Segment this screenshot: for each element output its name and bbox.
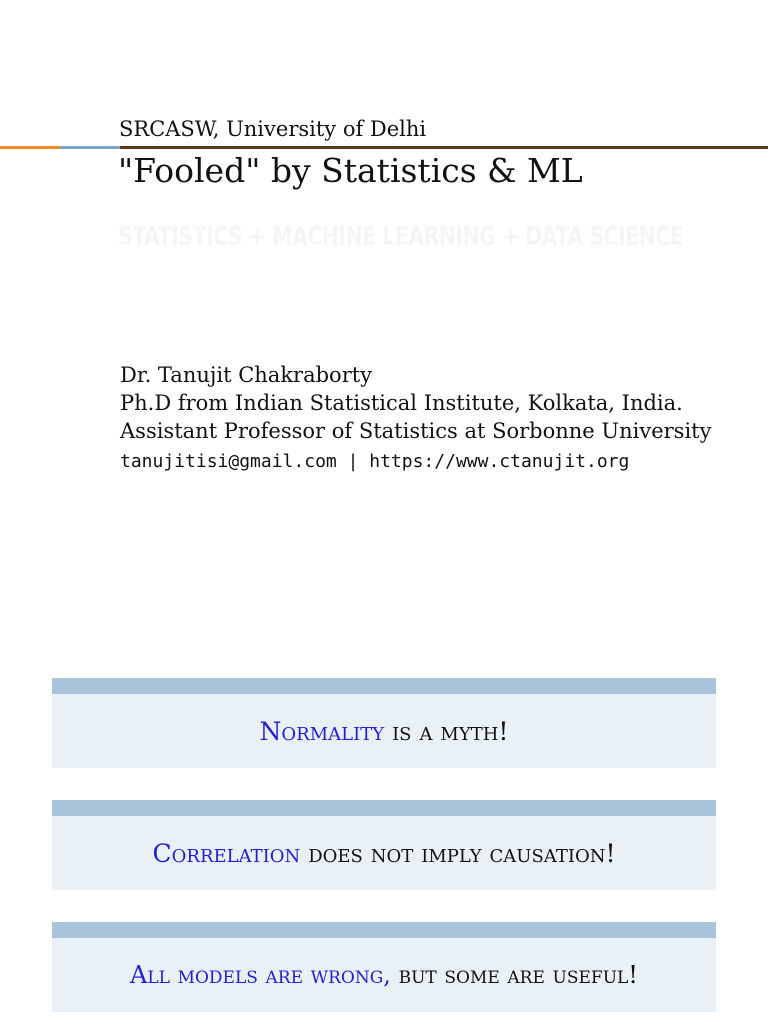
slide-title: "Fooled" by Statistics & ML: [118, 151, 583, 190]
author-block: [120, 361, 711, 445]
author-degree: Ph.D from Indian Statistical Institute, Kolkata, India.: [120, 391, 683, 415]
quote-box-bar: [52, 800, 716, 816]
quote-text: [52, 694, 716, 768]
author-position: Assistant Professor of Statistics at Sorbonne University: [120, 419, 712, 443]
author-contact: tanujitisi@gmail.com | https://www.ctanujit.org: [120, 451, 630, 472]
author-name: Dr. Tanujit Chakraborty: [120, 363, 373, 387]
quote-box-bar: [52, 922, 716, 938]
institution-name: SRCASW, University of Delhi: [119, 117, 427, 141]
quote-rest: is a myth!: [392, 716, 509, 746]
header-rule-brown: [120, 146, 768, 149]
quote-box-normality: [52, 678, 716, 768]
quote-highlight: Normality: [259, 716, 385, 746]
quote-rest: but some are useful!: [398, 961, 638, 989]
header-rule-blue: [60, 146, 120, 149]
quote-box-bar: [52, 678, 716, 694]
quote-text: [52, 938, 716, 1012]
quote-highlight: Correlation: [152, 838, 301, 868]
quote-box-correlation: [52, 800, 716, 890]
quote-rest: does not imply causation!: [308, 838, 616, 868]
quote-box-models: [52, 922, 716, 1012]
header-rule-orange: [0, 146, 60, 149]
quote-text: [52, 816, 716, 890]
slide-subtitle: STATISTICS + MACHINE LEARNING + DATA SCIENCE: [118, 222, 684, 252]
quote-highlight: All models are wrong,: [130, 961, 391, 989]
